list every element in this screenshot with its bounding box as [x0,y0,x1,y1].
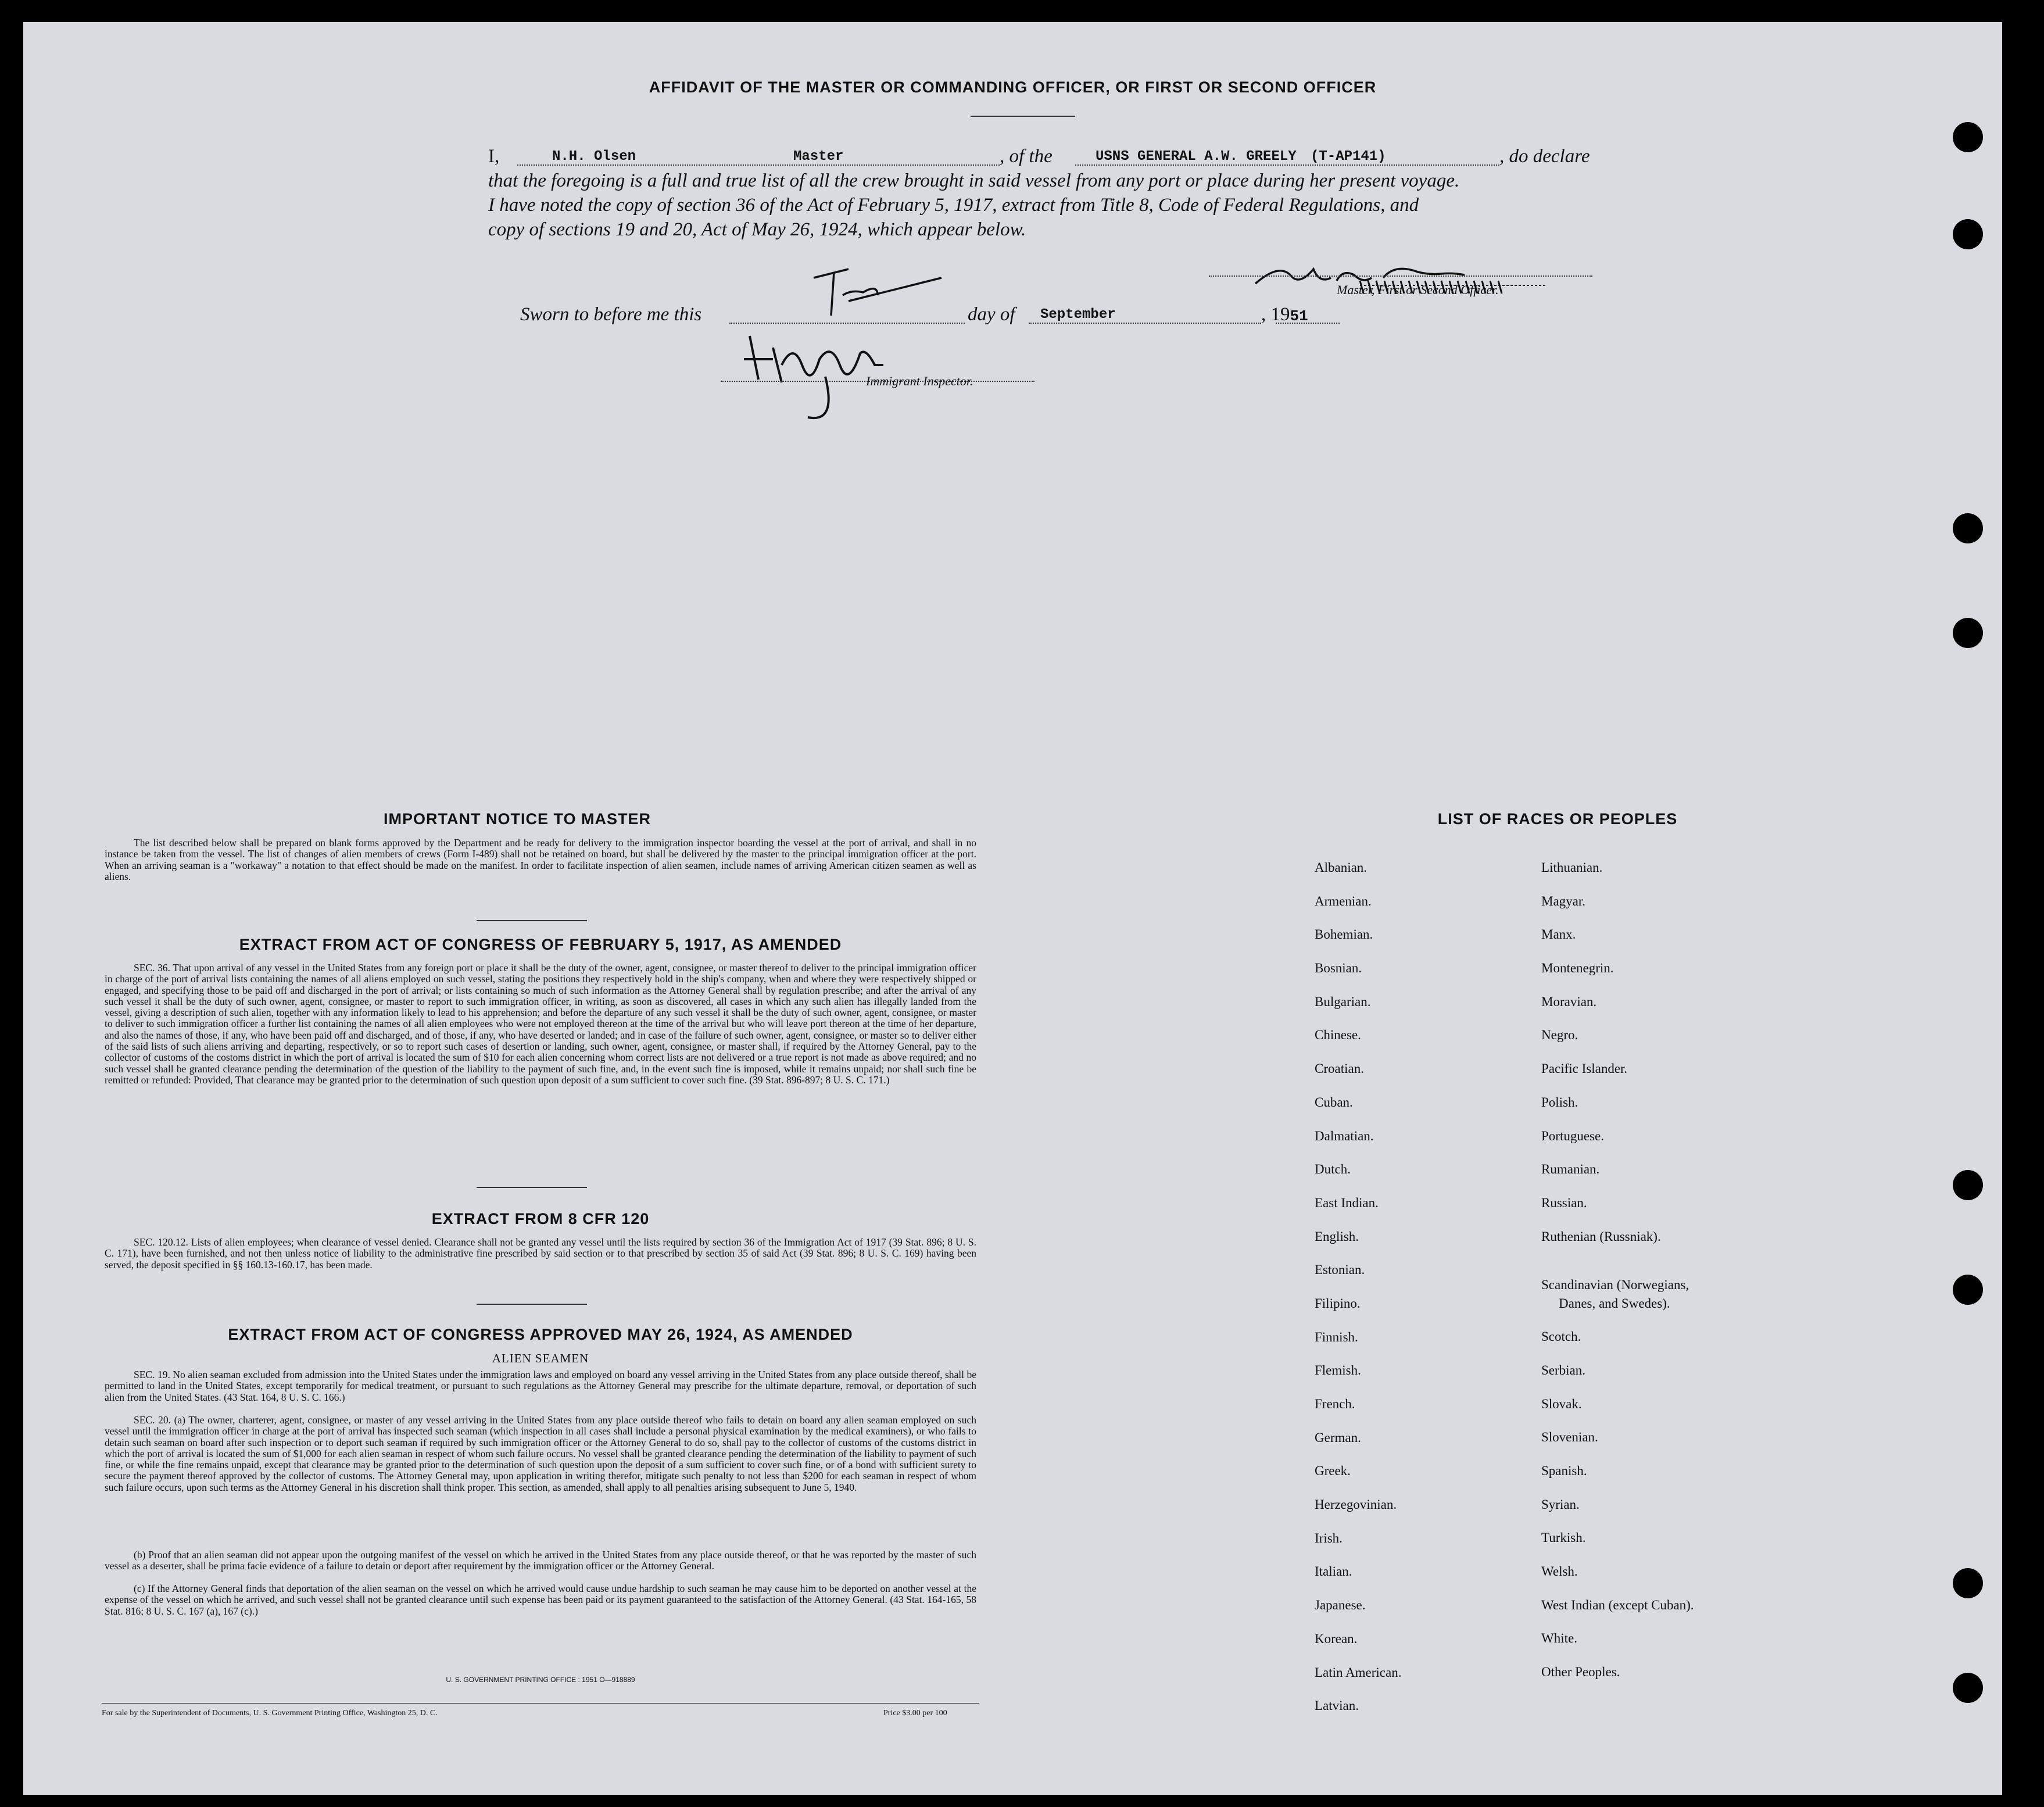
binder-hole [1953,122,1983,152]
sec-20b-text: (b) Proof that an alien seaman did not appear upon the outgoing manifest of the vessel on which he arrived in the United States from any place outside thereof, or that he was reported by the master of such vessel as a deserter, shall be prima facie evidence of a failure to detain or deport after requirement by the immigration officer or the Attorney General. [105,1549,976,1572]
name-blank [517,164,1000,166]
master-rank: Master [793,149,844,164]
race-item: French. [1315,1397,1355,1411]
binder-hole [1953,1568,1983,1598]
day-handwritten [808,266,959,330]
race-item: Serbian. [1541,1362,1586,1377]
extract-cfr-title: EXTRACT FROM 8 CFR 120 [431,1210,650,1228]
for-sale-line: For sale by the Superintendent of Documents, U. S. Government Printing Office, Washington 25, D. C. [102,1709,438,1717]
master-signature-line [1209,275,1592,277]
extract-1917-title: EXTRACT FROM ACT OF CONGRESS OF FEBRUARY 5, 1917, AS AMENDED [239,936,842,953]
sec-20a-text: SEC. 20. (a) The owner, charterer, agent, consignee, or master of any vessel arriving in the United States from any place outside thereof who fails to detain on board any alien seaman employed on such vessel until the immigration officer in charge at the port of arrival has inspected such seaman (which inspection in all cases shall include a personal physical examination by the medical examiners), or who fails to detain such seaman on board after such inspection or to deport such seaman if required by such immigration officer or the Attorney General to do so, shall pay to the collector of customs of the customs district in which the port of arrival is located the sum of $1,000 for each alien seaman in respect of whom such failure occurs. No vessel shall be granted clearance pending the determination of the liability to payment of such fine, or while the fine remains unpaid, except that clearance may be granted prior to the determination of such question upon the deposit of a sum sufficient to cover such fine, or of a bond with sufficient surety to secure the payment thereof approved by the collector of customs. The Attorney General may, upon application in writing therefor, mitigate such penalty to not less than $200 for each seaman in respect of whom such failure occurs, upon such terms as the Attorney General in his discretion shall think proper. This section, as amended, shall apply to all penalties arising subsequent to June 5, 1940. [105,1414,976,1493]
race-item: Spanish. [1541,1464,1587,1478]
vessel-blank [1075,164,1499,166]
race-item: Syrian. [1541,1497,1580,1512]
sec-19-text: SEC. 19. No alien seaman excluded from admission into the United States under the immigration laws and employed on board any vessel arriving in the United States from any place outside thereof, shall be permitted to land in the United States, except temporarily for medical treatment, or pursuant to such regulations as the Attorney General may prescribe for the ultimate departure, removal, or deportation of such alien from the United States. (43 Stat. 164, 8 U. S. C. 166.) [105,1369,976,1403]
form-page [23,22,2002,1795]
race-item: Welsh. [1541,1564,1578,1579]
notice-divider [477,920,587,921]
sworn-month: September [1040,307,1116,323]
race-item: Greek. [1315,1464,1351,1479]
race-item: Japanese. [1315,1598,1366,1613]
of-the-label: , of the [1000,146,1053,167]
affidavit-line-4: copy of sections 19 and 20, Act of May 26, 1924, which appear below. [488,219,1026,240]
race-item: East Indian. [1315,1195,1379,1210]
year-blank [1276,323,1340,324]
races-left-column [1315,860,1401,1732]
i-label: I, [488,146,500,167]
affidavit-line-2: that the foregoing is a full and true list of all the crew brought in said vessel from any port or place during her present voyage. [488,170,1460,191]
race-item: Estonian. [1315,1262,1365,1278]
price-line: Price $3.00 per 100 [883,1709,947,1717]
vessel-name: USNS GENERAL A.W. GREELY [1096,149,1297,164]
race-item: Manx. [1541,927,1576,942]
race-item: German. [1315,1430,1361,1445]
sec-20c-text: (c) If the Attorney General finds that deportation of the alien seaman on the vessel on which he arrived would cause undue hardship to such seaman he may cause him to be deported on another vessel at the expense of the vessel on which he arrived, and such vessel shall not be granted clearance until such expense has been paid or its payment guaranteed to the satisfaction of the Attorney General. (43 Stat. 164-165, 58 Stat. 816; 8 U. S. C. 167 (a), 167 (c).) [105,1583,976,1617]
extract-1917-body: SEC. 36. That upon arrival of any vessel in the United States from any foreign port or place it shall be the duty of the owner, agent, consignee, or master thereof to deliver to the principal immigration officer in charge of the port of arrival lists containing the names of all aliens employed on such vessel, stating the positions they respectively hold in the ship's company, when and where they were respectively shipped or engaged, and specifying those to be paid off and discharged in the port of arrival; or lists containing so much of such information as the Attorney General shall by regulation prescribe; and after the arrival of any such vessel it shall be the duty of such owner, agent, consignee, or master to report to such immigration officer, in writing, as soon as discovered, all cases in which any such alien has illegally landed from the vessel, giving a description of such alien, together with any information likely to lead to his apprehension; and before the departure of any such vessel it shall be the duty of such owner, agent, consignee, or master to deliver to such immigration officer a further list containing the names of all alien employees who were not employed thereon at the time of the arrival but who will leave port thereon at the time of her departure, and also the names of those, if any, who have been paid off and discharged, and of those, if any, who have deserted or landed; and in case of the failure of such owner, agent, consignee, or master so to deliver either of the said lists of such aliens arriving and departing, respectively, or so to report such cases of desertion or landing, such owner, agent, consignee, or master shall, if required by the Attorney General, pay to the collector of customs of the costoms district in which the port of arrival is located the sum of $10 for each alien concerning whom correct lists are not delivered or a true report is not made as above required; and no such vessel shall be granted clearance pending the determination of the question of the liability to the payment of such fine, and, in the event such fine is imposed, while it remains unpaid; nor shall such fine be remitted or refunded: Provided, That clearance may be granted prior to the determination of such question upon deposit of a sum sufficient to cover such fine. (39 Stat. 896-897; 8 U. S. C. 171.) [105,962,976,1086]
race-item: Scotch. [1541,1329,1581,1344]
race-item: Russian. [1541,1195,1587,1210]
sworn-label: Sworn to before me this [520,304,702,325]
race-item: Armenian. [1315,893,1372,908]
races-title: LIST OF RACES OR PEOPLES [1437,810,1678,828]
binder-hole [1953,1275,1983,1305]
footer-rule [102,1703,979,1704]
vessel-code: (T-AP141) [1311,149,1386,164]
binder-hole [1953,618,1983,648]
affidavit-title: AFFIDAVIT OF THE MASTER OR COMMANDING OFFICER, OR FIRST OR SECOND OFFICER [649,78,1377,96]
race-item: Latin American. [1315,1665,1402,1680]
binder-hole [1953,1170,1983,1200]
affidavit-line-3: I have noted the copy of section 36 of the Act of February 5, 1917, extract from Title 8, Code of Federal Regulations, and [488,195,1419,216]
race-item: Filipino. [1315,1296,1361,1311]
race-item: West Indian (except Cuban). [1541,1597,1694,1612]
race-item: Chinese. [1315,1028,1361,1043]
races-right-column [1541,860,1694,1698]
day-of-label: day of [968,304,1015,325]
year-suffix: 51 [1290,307,1308,325]
race-item: Rumanian. [1541,1162,1600,1177]
month-blank [1029,323,1261,324]
race-item: Moravian. [1541,994,1597,1009]
race-item: Dutch. [1315,1162,1351,1177]
race-item: English. [1315,1229,1359,1244]
extract-1924-title: EXTRACT FROM ACT OF CONGRESS APPROVED MAY 26, 1924, AS AMENDED [228,1326,853,1343]
binder-hole [1953,513,1983,543]
race-item: Albanian. [1315,860,1368,875]
race-item: Bulgarian. [1315,994,1371,1009]
affidavit-line-1 [488,146,499,167]
race-item: Korean. [1315,1631,1358,1646]
title-divider [971,116,1075,117]
race-item: Slovak. [1541,1396,1582,1411]
race-item: White. [1541,1631,1577,1646]
extract-1924-subtitle: ALIEN SEAMEN [492,1351,589,1365]
race-item: Dalmatian. [1315,1128,1374,1143]
race-item: Latvian. [1315,1698,1359,1713]
race-item: Slovenian. [1541,1430,1598,1445]
race-item: Portuguese. [1541,1128,1604,1143]
race-item: Negro. [1541,1028,1578,1043]
race-item: Bohemian. [1315,927,1373,942]
race-item: Croatian. [1315,1061,1364,1076]
printing-office-line: U. S. GOVERNMENT PRINTING OFFICE : 1951 O—918889 [446,1676,635,1684]
race-item: Italian. [1315,1564,1352,1579]
race-item: Finnish. [1315,1329,1358,1344]
master-caption: Master, First or Second Officer. [1337,282,1499,297]
race-item: Cuban. [1315,1094,1353,1110]
race-item: Magyar. [1541,893,1586,908]
race-item: Pacific Islander. [1541,1061,1628,1076]
race-item: Montenegrin. [1541,961,1614,976]
extract-cfr-divider [477,1304,587,1305]
race-item: Lithuanian. [1541,860,1603,875]
race-item: Bosnian. [1315,961,1362,976]
race-item: Irish. [1315,1530,1343,1545]
inspector-caption: Immigrant Inspector. [866,374,973,388]
race-item: Turkish. [1541,1530,1586,1545]
notice-title: IMPORTANT NOTICE TO MASTER [384,810,651,828]
extract-1917-divider [477,1187,587,1188]
master-name: N.H. Olsen [552,149,636,164]
year-prefix: , 19 [1261,304,1290,325]
extract-cfr-body: SEC. 120.12. Lists of alien employees; when clearance of vessel denied. Clearance shall not be granted any vessel until the lists required by section 36 of the Immigration Act of 1917 (39 Stat. 896; 8 U. S. C. 171), have been furnished, and not then unless notice of liability to the administrative fine prescribed by said section or to that prescribed by section 35 of said Act (39 Stat. 896; 8 U. S. C. 169) having been served, the deposit specified in §§ 160.13-160.17, has been made. [105,1236,976,1271]
race-item: Herzegovinian. [1315,1497,1397,1512]
race-item: Other Peoples. [1541,1665,1620,1680]
race-item: Scandinavian (Norwegians, [1541,1278,1689,1293]
race-item: Danes, and Swedes). [1559,1296,1670,1311]
race-item: Ruthenian (Russniak). [1541,1229,1661,1244]
binder-hole [1953,219,1983,249]
do-declare-label: , do declare [1499,146,1590,167]
race-item: Polish. [1541,1094,1578,1110]
race-item: Flemish. [1315,1363,1361,1378]
binder-hole [1953,1673,1983,1703]
notice-body: The list described below shall be prepared on blank forms approved by the Department and be ready for delivery to the immigration inspector boarding the vessel at the port of arrival, and shall in no instance be taken from the vessel. The list of changes of alien members of crews (Form I-489) shall not be retained on board, but shall be delivered by the master to the principal immigration officer at the port. When an arriving seaman is a "workaway" a notation to that effect should be made on the manifest. In order to facilitate inspection of alien seamen, include names of arriving American citizen seamen as well as aliens. [105,837,976,882]
